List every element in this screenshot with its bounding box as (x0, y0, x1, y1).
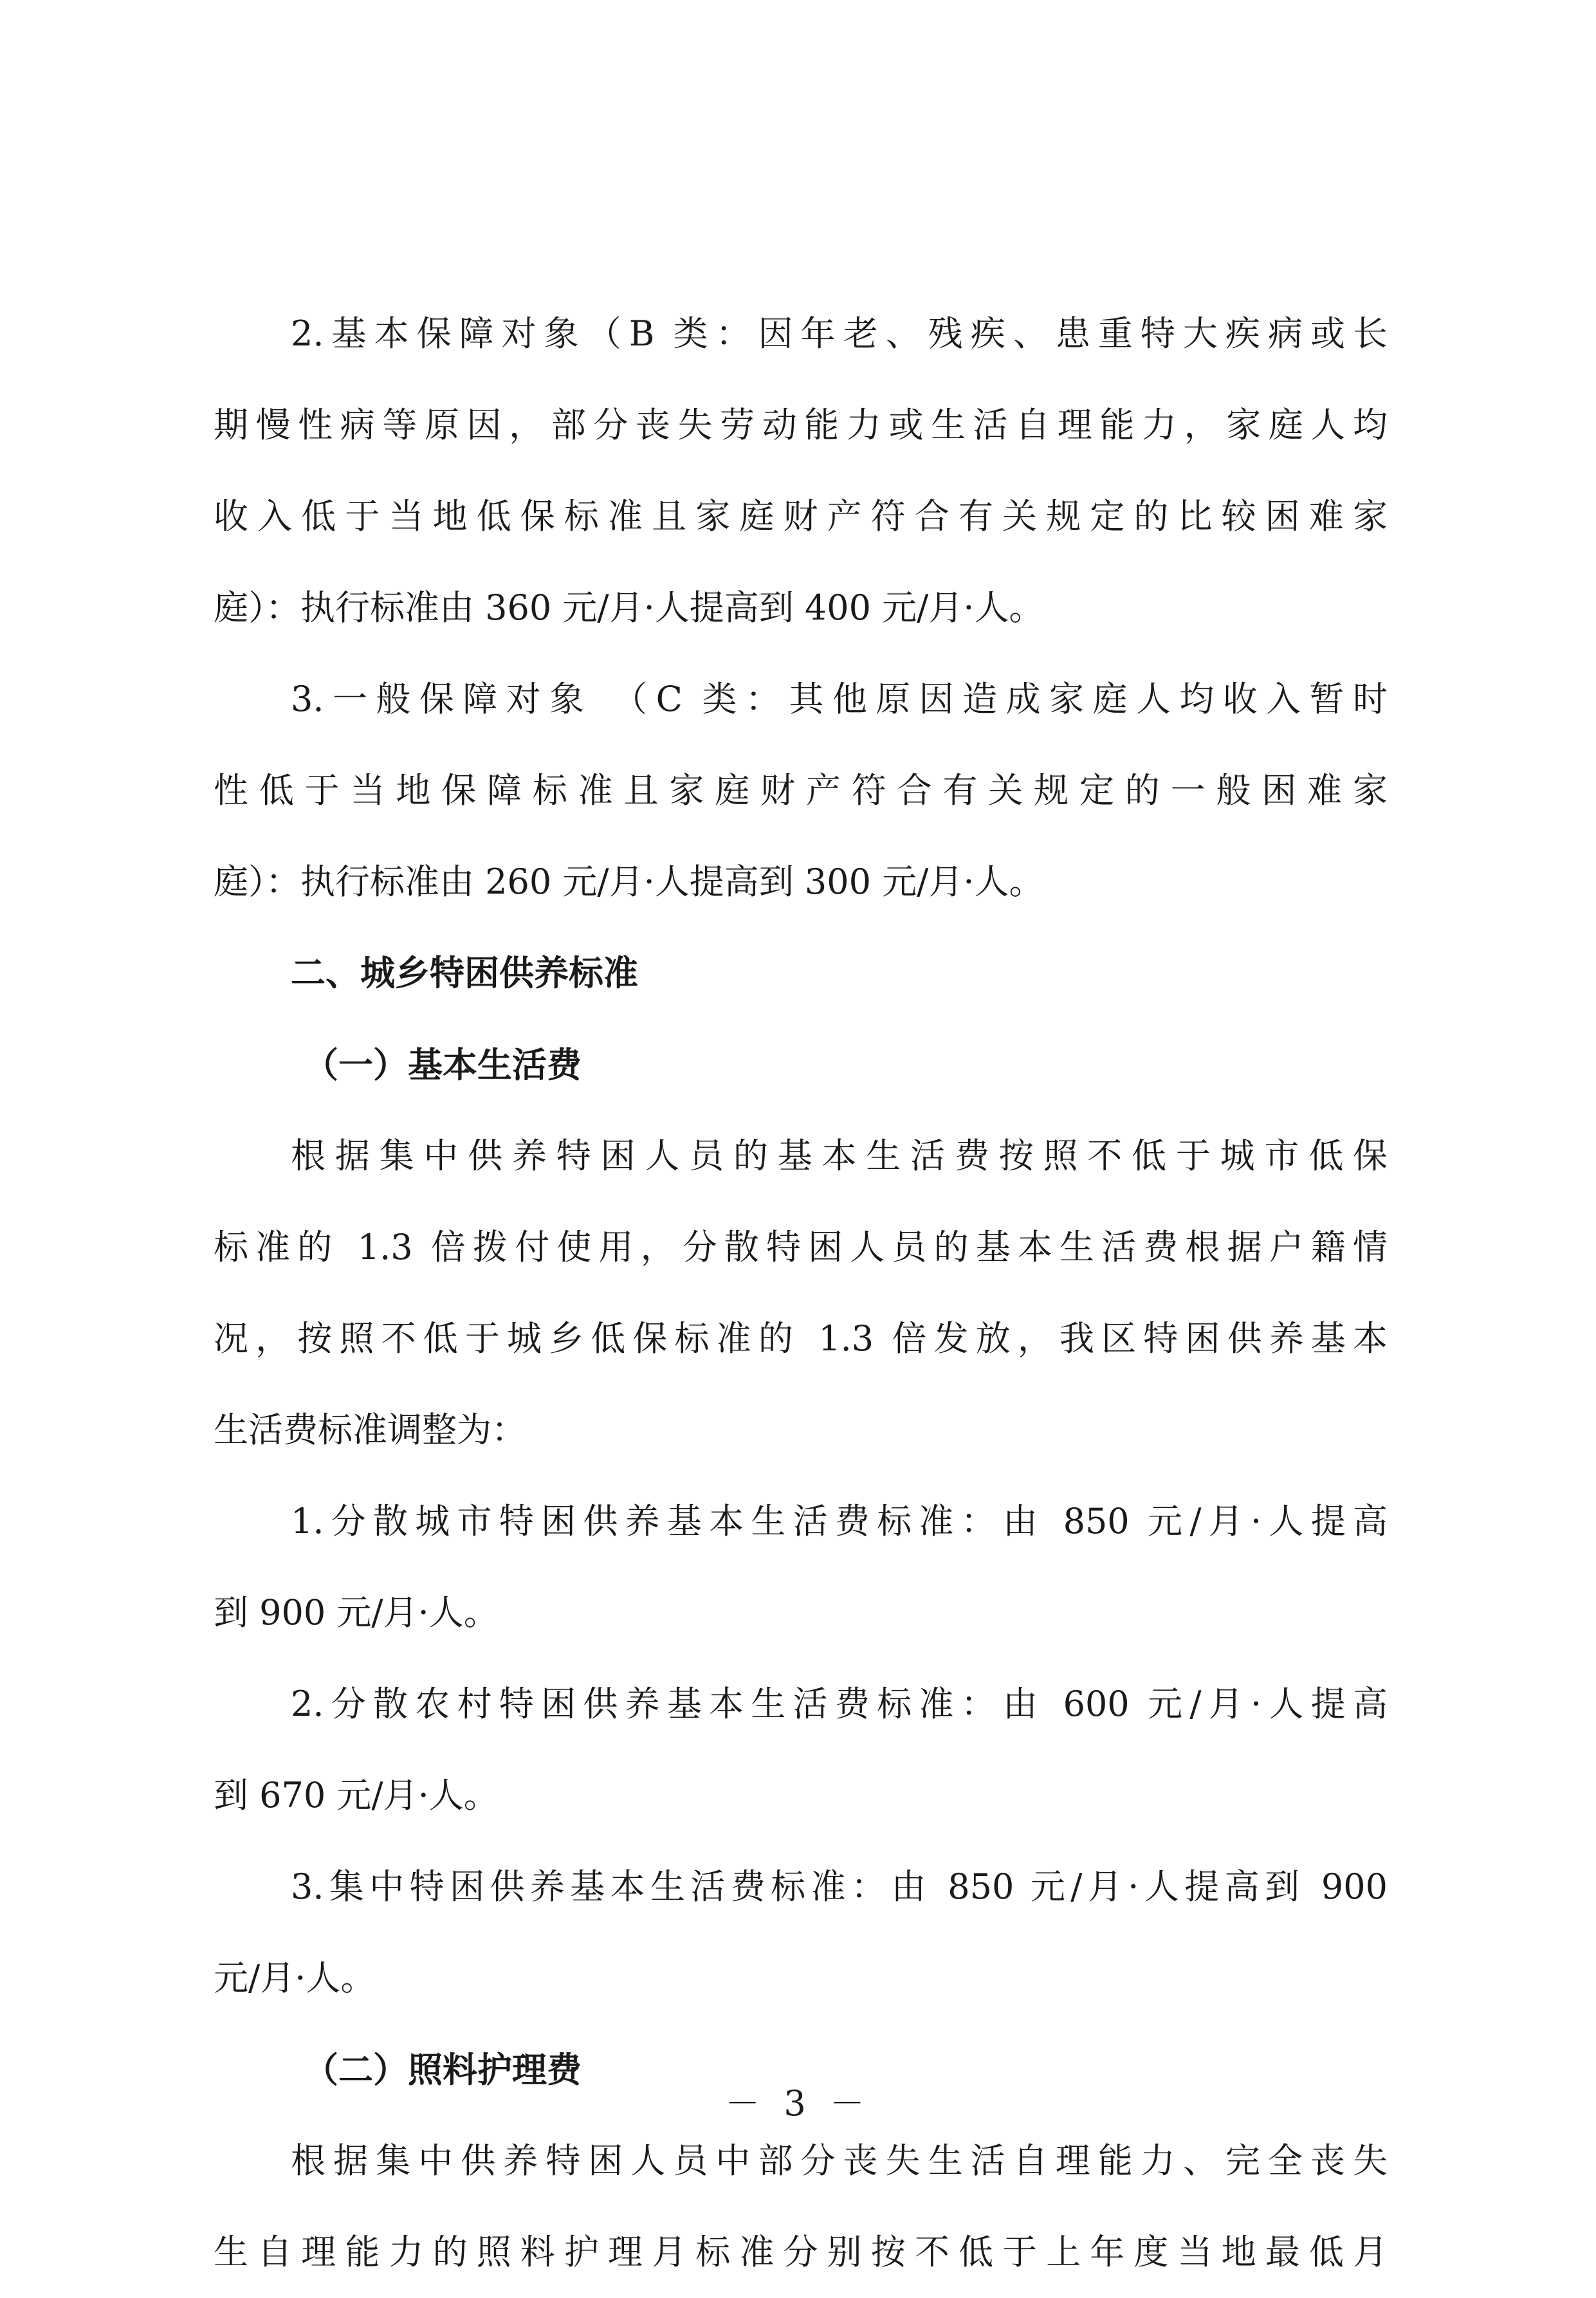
paragraph-line: 性低于当地保障标准且家庭财产符合有关规定的一般困难家 (214, 770, 1388, 811)
paragraph-line: 况，按照不低于城乡低保标准的 1.3 倍发放，我区特困供养基本 (214, 1318, 1388, 1359)
paragraph-line: 元/月·人。 (214, 1958, 376, 1998)
body-text (214, 288, 1388, 2298)
subsection-heading: （一）基本生活费 (304, 1044, 582, 1085)
paragraph-line: 根据集中供养特困人员的基本生活费按照不低于城市低保 (291, 1135, 1388, 1176)
paragraph-line: 收入低于当地低保标准且家庭财产符合有关规定的比较困难家 (214, 496, 1388, 537)
paragraph-line: 庭）：执行标准由 260 元/月·人提高到 300 元/月·人。 (214, 861, 1044, 902)
paragraph-line: 根据集中供养特困人员中部分丧失生活自理能力、完全丧失 (291, 2140, 1388, 2181)
paragraph-line: 标准的 1.3 倍拨付使用，分散特困人员的基本生活费根据户籍情 (214, 1227, 1388, 1267)
paragraph-line: 2.分散农村特困供养基本生活费标准：由 600 元/月·人提高 (291, 1684, 1388, 1724)
page-number: － 3 － (725, 2083, 871, 2124)
paragraph-line: 3.集中特困供养基本生活费标准：由 850 元/月·人提高到 900 (291, 1866, 1388, 1907)
paragraph-line: 生活费标准调整为： (214, 1410, 526, 1450)
paragraph-line: 3.一般保障对象 （C 类：其他原因造成家庭人均收入暂时 (291, 679, 1388, 719)
paragraph-line: 庭）：执行标准由 360 元/月·人提高到 400 元/月·人。 (214, 587, 1044, 628)
paragraph-line: 期慢性病等原因，部分丧失劳动能力或生活自理能力，家庭人均 (214, 405, 1388, 445)
paragraph-line: 2.基本保障对象（B 类：因年老、残疾、患重特大疾病或长 (291, 313, 1388, 354)
paragraph-line: 到 670 元/月·人。 (214, 1775, 499, 1815)
subsection-heading: （二）照料护理费 (304, 2049, 582, 2090)
paragraph-line: 1.分散城市特困供养基本生活费标准：由 850 元/月·人提高 (291, 1501, 1388, 1541)
paragraph-line: 到 900 元/月·人。 (214, 1592, 499, 1633)
section-heading: 二、城乡特困供养标准 (291, 953, 638, 993)
paragraph-line: 生自理能力的照料护理月标准分别按不低于上年度当地最低月 (214, 2232, 1388, 2272)
